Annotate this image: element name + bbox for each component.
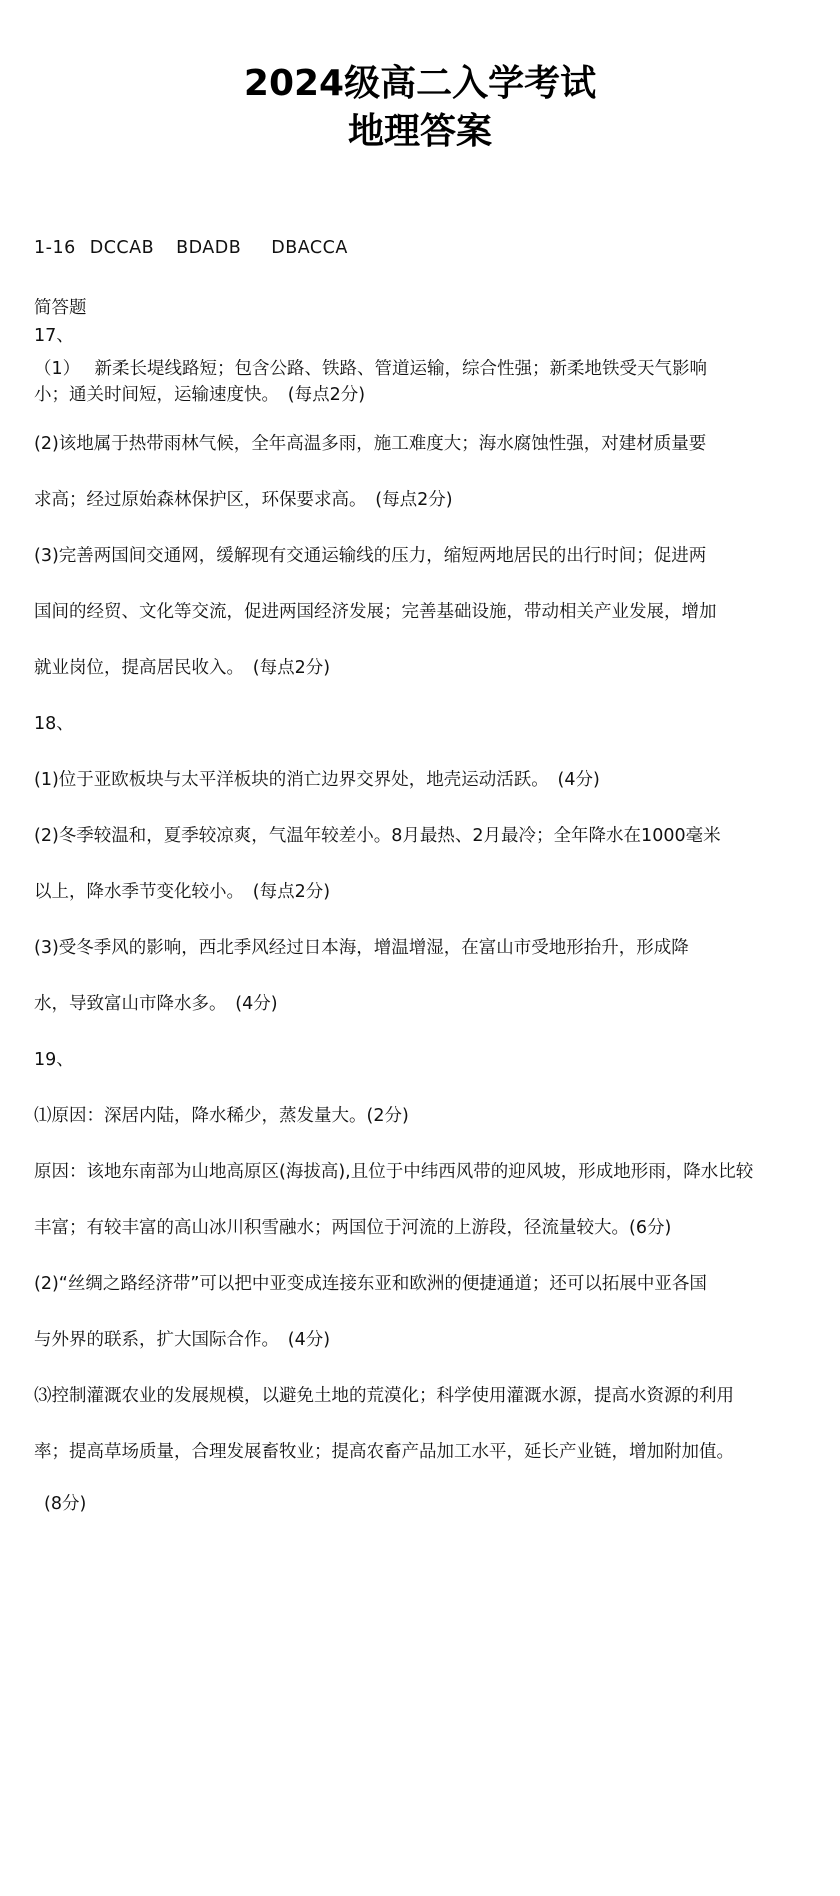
q19-answer-1b-line-1: 原因：该地东南部为山地高原区(海拔高),且位于中纬西风带的迎风坡，形成地形雨，降水比较 xyxy=(34,1162,754,1182)
q19-answer-3-line-2: 率；提高草场质量，合理发展畜牧业；提高农畜产品加工水平，延长产业链，增加附加值。 xyxy=(34,1442,734,1462)
question-17-number: 17、 xyxy=(34,326,74,346)
document-subtitle: 地理答案 xyxy=(347,111,492,152)
q19-answer-3-line-1: ⑶控制灌溉农业的发展规模，以避免土地的荒漠化；科学使用灌溉水源，提高水资源的利用 xyxy=(34,1386,734,1406)
choice-group-1: DCCAB xyxy=(89,238,155,258)
q18-answer-3-line-2: 水，导致富山市降水多。 (4分) xyxy=(34,994,278,1014)
q19-answer-3-line-3: (8分) xyxy=(44,1494,87,1514)
multiple-choice-answers xyxy=(34,236,814,260)
q18-answer-1: (1)位于亚欧板块与太平洋板块的消亡边界交界处，地壳运动活跃。 (4分) xyxy=(34,770,600,790)
q19-answer-2-line-2: 与外界的联系，扩大国际合作。 (4分) xyxy=(34,1330,331,1350)
q17-answer-3-line-3: 就业岗位，提高居民收入。 (每点2分) xyxy=(34,658,331,678)
section-heading: 简答题 xyxy=(34,298,87,318)
choice-group-2: BDADB xyxy=(176,238,242,258)
choice-range: 1-16 xyxy=(34,238,76,258)
q19-answer-1b-line-2: 丰富；有较丰富的高山冰川积雪融水；两国位于河流的上游段，径流量较大。(6分) xyxy=(34,1218,672,1238)
document-title: 2024级高二入学考试 xyxy=(243,63,597,104)
q18-answer-2-line-2: 以上，降水季节变化较小。 (每点2分) xyxy=(34,882,331,902)
q17-answer-1-line-1: （1） 新柔长堤线路短；包含公路、铁路、管道运输，综合性强；新柔地铁受天气影响 xyxy=(34,359,707,379)
q17-answer-2-line-1: (2)该地属于热带雨林气候，全年高温多雨，施工难度大；海水腐蚀性强，对建材质量要 xyxy=(34,434,707,454)
choice-group-3: DBACCA xyxy=(271,238,348,258)
q17-answer-2-line-2: 求高；经过原始森林保护区，环保要求高。 (每点2分) xyxy=(34,490,453,510)
q17-answer-3-line-2: 国间的经贸、文化等交流，促进两国经济发展；完善基础设施，带动相关产业发展，增加 xyxy=(34,602,717,622)
q18-answer-2-line-1: (2)冬季较温和，夏季较凉爽，气温年较差小。8月最热、2月最冷；全年降水在1000毫米 xyxy=(34,826,721,846)
q17-answer-3-line-1: (3)完善两国间交通网，缓解现有交通运输线的压力，缩短两地居民的出行时间；促进两 xyxy=(34,546,707,566)
q19-answer-1: ⑴原因：深居内陆，降水稀少，蒸发量大。(2分) xyxy=(34,1106,409,1126)
q19-answer-2-line-1: (2)“丝绸之路经济带”可以把中亚变成连接东亚和欧洲的便捷通道；还可以拓展中亚各国 xyxy=(34,1274,707,1294)
question-18-number: 18、 xyxy=(34,714,74,734)
question-19-number: 19、 xyxy=(34,1050,74,1070)
q18-answer-3-line-1: (3)受冬季风的影响，西北季风经过日本海，增温增湿，在富山市受地形抬升，形成降 xyxy=(34,938,689,958)
q17-answer-1-line-2: 小；通关时间短，运输速度快。 (每点2分) xyxy=(34,385,366,405)
